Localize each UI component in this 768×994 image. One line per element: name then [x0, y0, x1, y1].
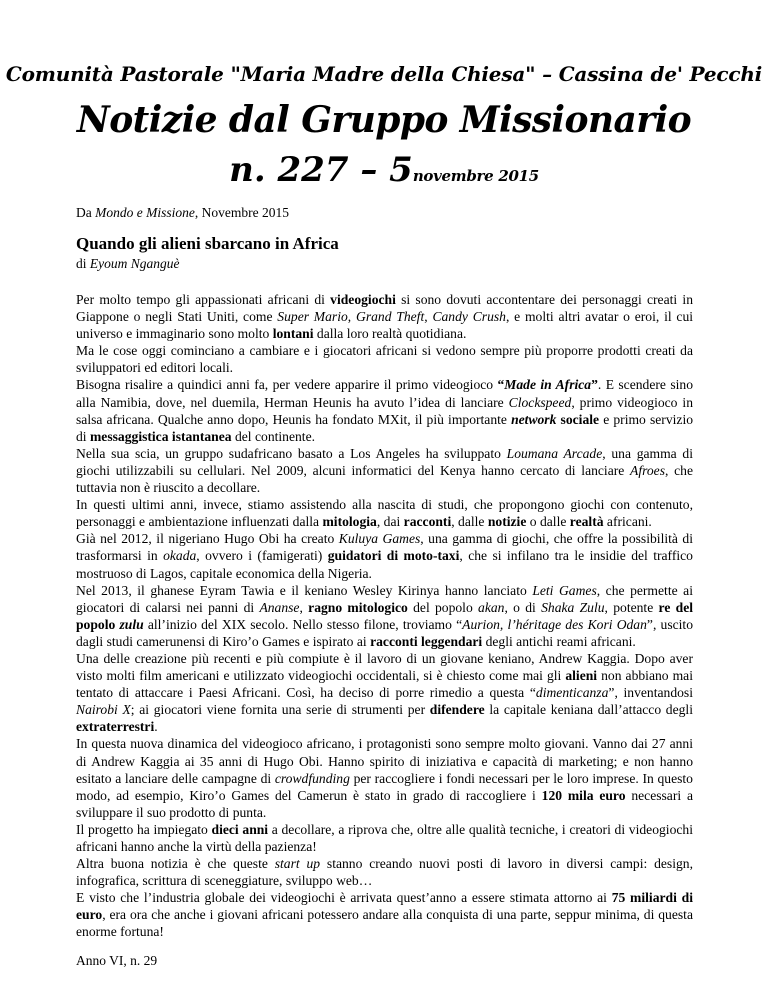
paragraph-text-run: o dalle: [526, 514, 570, 530]
paragraph-text-run: ragno mitologico: [308, 599, 408, 615]
paragraph-text-run: Afroes: [630, 462, 666, 478]
article-paragraph: [76, 855, 693, 889]
paragraph-text-run: degli antichi reami africani.: [482, 633, 636, 649]
article-paragraph: [76, 496, 693, 530]
paragraph-text-run: Altra buona notizia è che queste: [76, 856, 275, 872]
paragraph-text-run: non abbiano mai tentato di attaccare i Paesi Africani. Così, ha deciso di porre rimedio a questa “: [76, 668, 693, 701]
newsletter-title: Notizie dal Gruppo Missionario: [76, 99, 692, 141]
paragraph-text-run: extraterrestri: [76, 719, 155, 735]
paragraph-text-run: racconti: [403, 514, 452, 530]
parish-header: Comunità Pastorale "Maria Madre della Chiesa" – Cassina de' Pecchi: [5, 62, 763, 86]
paragraph-text-run: , o di: [504, 599, 542, 615]
paragraph-text-run: , che tuttavia non è riuscito a decollare.: [76, 462, 693, 496]
paragraph-text-run: ”: [591, 377, 598, 393]
paragraph-text-run: start up: [274, 856, 321, 872]
paragraph-text-run: Shaka Zulu: [541, 599, 605, 615]
article-title: Quando gli alieni sbarcano in Africa: [76, 234, 339, 253]
paragraph-text-run: 120 mila euro: [541, 787, 626, 803]
article-paragraph: [76, 376, 693, 444]
paragraph-text-run: la capitale keniana dall’attacco degli: [484, 702, 693, 718]
paragraph-text-run: , che si infilano tra le insidie del traffico mostruoso di Lagos, capitale economica della Nigeria.: [76, 548, 693, 581]
paragraph-text-run: Leti Games: [532, 582, 597, 598]
issue-line: [0, 150, 768, 190]
article-byline: [76, 256, 180, 272]
source-magazine: Mondo e Missione: [95, 205, 195, 220]
paragraph-text-run: E visto che l’industria globale dei videogiochi è arrivata quest’anno a essere stimata attorno ai: [76, 890, 612, 906]
paragraph-text-run: ”, inventandosi: [608, 685, 693, 701]
paragraph-text-run: africani.: [603, 514, 652, 530]
paragraph-text-run: realtà: [569, 514, 604, 530]
author-name: Eyoum Nganguè: [89, 256, 180, 271]
paragraph-text-run: Per molto tempo gli appassionati africani di: [76, 292, 331, 307]
paragraph-text-run: del continente.: [231, 428, 315, 444]
paragraph-text-run: , primo videogioco in salsa africana. Qualche anno dopo, Heunis ha fondato MXit, il più importante: [76, 394, 693, 427]
paragraph-text-run: ,: [424, 309, 433, 325]
paragraph-text-run: re del popolo: [76, 599, 694, 632]
paragraph-text-run: messaggistica istantanea: [89, 428, 232, 444]
paragraph-text-run: 75 miliardi di euro: [76, 890, 693, 923]
paragraph-text-run: dalla loro realtà quotidiana.: [313, 326, 467, 342]
paragraph-text-run: videogiochi: [330, 292, 396, 307]
article-paragraph: [76, 582, 693, 650]
paragraph-text-run: , era ora che anche i giovani africani potessero andare alla conquista di una parte, seppur minima, di questa enorme fortuna!: [76, 907, 693, 940]
paragraph-text-run: del popolo: [407, 599, 479, 615]
paragraph-text-run: Ma le cose oggi cominciano a cambiare e i giocatori africani si vedono sempre più proporre prodotti creati da sviluppatori ed editori locali.: [76, 343, 693, 376]
paragraph-text-run: per raccogliere i fondi necessari per le loro imprese. In questo modo, ad esempio, Kiro’o Games del Camerun è stato in grado di raccogliere i: [76, 770, 693, 803]
paragraph-text-run: Grand Theft: [356, 309, 425, 325]
paragraph-text-run: Nairobi X: [76, 702, 131, 718]
article-paragraph: [76, 342, 693, 376]
paragraph-text-run: all’inizio del XIX secolo. Nello stesso filone, troviamo “: [143, 616, 463, 632]
paragraph-text-run: Candy Crush: [432, 309, 506, 325]
article-paragraph: [76, 821, 693, 855]
author-prefix: di: [76, 256, 90, 271]
article-paragraph: [76, 889, 693, 940]
paragraph-text-run: lontani: [272, 326, 314, 342]
paragraph-text-run: Il progetto ha impiegato: [76, 821, 212, 837]
paragraph-text-run: notizie: [487, 514, 527, 530]
paragraph-text-run: difendere: [429, 702, 485, 718]
paragraph-text-run: alieni: [565, 668, 598, 684]
paragraph-text-run: si sono dovuti accontentare dei personaggi creati in Giappone o negli Stati Uniti, come: [76, 292, 693, 325]
paragraph-text-run: In questa nuova dinamica del videogioco africano, i protagonisti sono sempre molto giovani. Vanno dai 27 anni di Andrew Kaggia ai 35 anni di Hugo Obi. Hanno spirito di iniziativa e capacità di marketing; e non hanno esitato a lanciare delle campagne di: [76, 736, 693, 786]
paragraph-text-run: Aurion, l’héritage des Kori Odan: [462, 616, 647, 632]
paragraph-text-run: a decollare, a riprova che, oltre alle qualità tecniche, i creatori di videogiochi africani hanno anche la virtù della pazienza!: [76, 821, 693, 854]
paragraph-text-run: Nella sua scia, un gruppo sudafricano basato a Los Angeles ha sviluppato: [76, 445, 507, 461]
paragraph-text-run: In questi ultimi anni, invece, stiamo assistendo alla nascita di studi, che propongono giochi con contenuto, personaggi e ambientazione influenzati dalla: [76, 497, 693, 530]
paragraph-text-run: ”, uscito dagli studi camerunensi di Kiro’o Games e ispirato ai: [76, 616, 693, 649]
paragraph-text-run: dimenticanza: [535, 685, 609, 701]
paragraph-text-run: Loumana Arcade: [506, 445, 603, 461]
paragraph-text-run: , dai: [376, 514, 404, 530]
paragraph-text-run: racconti leggendari: [370, 633, 483, 649]
paragraph-text-run: ,: [299, 599, 309, 615]
paragraph-text-run: akan: [478, 599, 505, 615]
paragraph-text-run: , che permette ai giocatori di calarsi nei panni di: [76, 582, 693, 615]
paragraph-text-run: Una delle creazione più recenti e più compiute è il lavoro di un giovane keniano, Andrew Kaggia. Dopo aver visto molti film americani e utilizzato videogiochi occidentali, si è chiesto come mai gli: [76, 650, 693, 684]
paragraph-text-run: dieci anni: [211, 821, 269, 837]
paragraph-text-run: sociale: [556, 411, 600, 427]
paragraph-text-run: .: [154, 719, 158, 735]
paragraph-text-run: , potente: [604, 599, 659, 615]
paragraph-text-run: ; ai giocatori viene fornita una serie di strumenti per: [130, 702, 430, 718]
paragraph-text-run: , dalle: [451, 514, 488, 530]
paragraph-text-run: , ovvero i (famigerati): [196, 548, 328, 564]
source-line: [76, 205, 289, 221]
paragraph-text-run: guidatori di moto-taxi: [327, 548, 460, 564]
paragraph-text-run: stanno creando nuovi posti di lavoro in diversi campi: design, infografica, scrittura di sceneggiature, sviluppo web…: [76, 856, 693, 889]
article-paragraph: [76, 445, 693, 496]
paragraph-text-run: necessari a sviluppare il suo prodotto di punta.: [76, 787, 693, 820]
paragraph-text-run: crowdfunding: [274, 770, 350, 786]
paragraph-text-run: Ananse: [259, 599, 300, 615]
issue-date: novembre 2015: [412, 167, 539, 185]
paragraph-text-run: Già nel 2012, il nigeriano Hugo Obi ha creato: [76, 531, 339, 547]
source-suffix: , Novembre 2015: [194, 205, 289, 220]
paragraph-text-run: , una gamma di giochi utilizzabili su cellulari. Nel 2009, alcuni informatici del Kenya hanno cercato di lanciare: [76, 445, 693, 478]
article-body: [76, 291, 693, 941]
paragraph-text-run: zulu: [119, 616, 144, 632]
paragraph-text-run: Kuluya Games: [338, 531, 421, 547]
article-paragraph: [76, 735, 693, 820]
paragraph-text-run: network: [511, 411, 557, 427]
paragraph-text-run: Nel 2013, il ghanese Eyram Tawia e il keniano Wesley Kirinya hanno lanciato: [76, 582, 533, 598]
paragraph-text-run: Bisogna risalire a quindici anni fa, per vedere apparire il primo videogioco: [76, 377, 498, 393]
paragraph-text-run: okada: [163, 548, 197, 564]
article-paragraph: [76, 650, 693, 735]
paragraph-text-run: Clockspeed: [508, 394, 572, 410]
footer-volume: Anno VI, n. 29: [76, 953, 158, 968]
source-prefix: Da: [76, 205, 96, 220]
article-paragraph: [76, 291, 693, 342]
paragraph-text-run: e primo servizio di: [76, 411, 694, 444]
paragraph-text-run: “: [497, 377, 505, 393]
paragraph-text-run: . E scendere sino alla Namibia, dove, nel duemila, Herman Heunis ha avuto l’idea di lanciare: [76, 377, 693, 410]
paragraph-text-run: mitologia: [322, 514, 377, 530]
paragraph-text-run: Made in Africa: [504, 377, 592, 393]
paragraph-text-run: , e molti altri avatar o eroi, il cui universo e immaginario sono molto: [76, 309, 694, 342]
paragraph-text-run: , una gamma di giochi, che offre la possibilità di trasformarsi in: [76, 531, 693, 564]
paragraph-text-run: Super Mario: [277, 309, 348, 325]
paragraph-text-run: ,: [347, 309, 356, 325]
issue-number: n. 227 – 5: [229, 150, 413, 190]
article-paragraph: [76, 530, 693, 581]
